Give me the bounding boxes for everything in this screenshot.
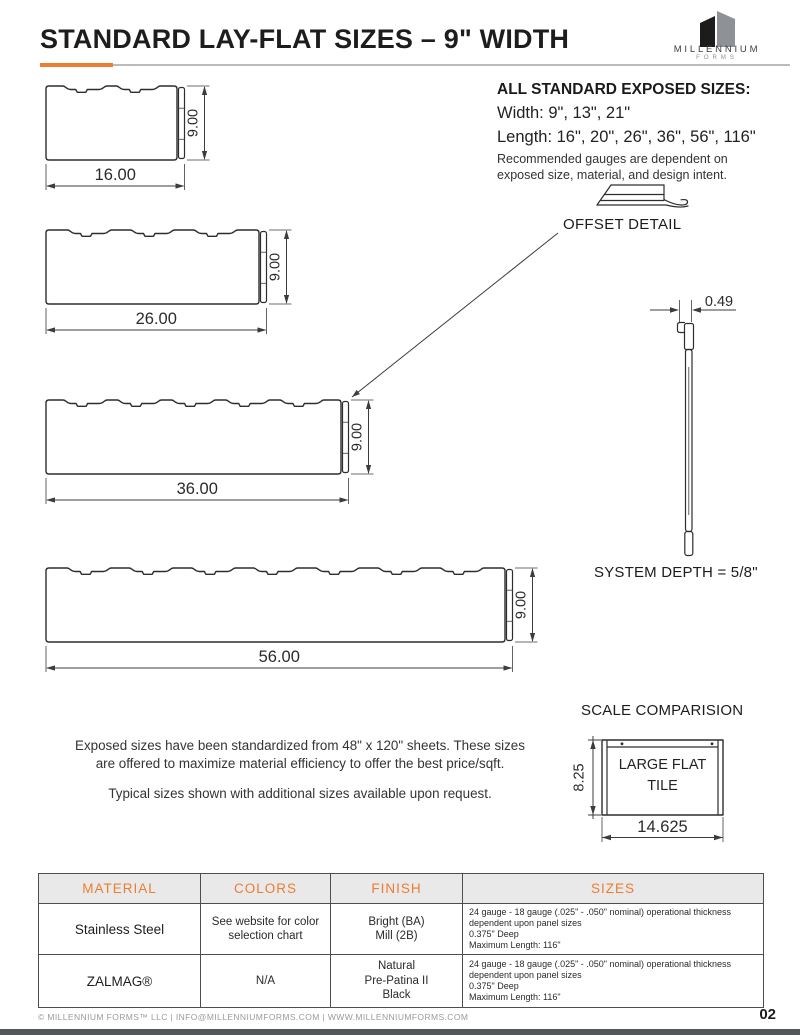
panel-height-dim-label: 9.00 <box>267 252 284 282</box>
panel-width-dim-label: 56.00 <box>258 648 300 666</box>
large-flat-tile-label: LARGE FLAT TILE <box>618 757 707 794</box>
tile-width-dim-label: 14.625 <box>637 818 688 836</box>
col-header-colors: COLORS <box>201 874 331 904</box>
panel-width-dim-label: 36.00 <box>176 480 218 498</box>
sizes-cell: 24 gauge - 18 gauge (.025" - .050" nominal) operational thickness dependent upon panel sizes 0.375" Deep Maximum Length: 116" <box>463 904 764 955</box>
system-depth-label: SYSTEM DEPTH = 5/8" <box>594 564 758 581</box>
colors-cell: N/A <box>201 955 331 1008</box>
exposed-sizes-heading: ALL STANDARD EXPOSED SIZES: <box>497 81 751 98</box>
panel-drawing-36 <box>46 400 374 504</box>
panel-height-dim-label: 9.00 <box>349 422 366 452</box>
panel-width-dim-label: 26.00 <box>135 310 177 328</box>
colors-cell: See website for color selection chart <box>201 904 331 955</box>
notes-paragraph: Exposed sizes have been standardized from 48" x 120" sheets. These sizes are offered to maximize material efficiency to offer the best price/sqft. Typical sizes shown with additional sizes available upon request. <box>75 738 525 801</box>
tile-drawing <box>572 736 724 842</box>
profile-width-dim-label: 0.49 <box>704 294 734 310</box>
finish-cell: Bright (BA) Mill (2B) <box>331 904 463 955</box>
logo-sub-text: FORMS <box>696 55 738 61</box>
panel-drawing-16 <box>46 86 210 190</box>
finish-cell: Natural Pre-Patina II Black <box>331 955 463 1008</box>
footer-copyright: © MILLENNIUM FORMS™ LLC | INFO@MILLENNIUMFORMS.COM | WWW.MILLENNIUMFORMS.COM <box>38 1012 469 1022</box>
footer-bar <box>0 1029 800 1035</box>
scale-comparison-heading: SCALE COMPARISION <box>581 702 744 719</box>
tile-height-dim-label: 8.25 <box>571 763 588 792</box>
page-title: STANDARD LAY-FLAT SIZES – 9" WIDTH <box>40 24 570 54</box>
panel-drawing-26 <box>46 230 292 334</box>
page-number: 02 <box>759 1006 776 1023</box>
table-row <box>39 904 764 955</box>
materials-table <box>38 873 764 1008</box>
panel-height-dim-label: 9.00 <box>513 590 530 620</box>
col-header-finish: FINISH <box>331 874 463 904</box>
accent-rule <box>40 63 113 67</box>
sizes-cell: 24 gauge - 18 gauge (.025" - .050" nominal) operational thickness dependent upon panel sizes 0.375" Deep Maximum Length: 116" <box>463 955 764 1008</box>
offset-detail-label: OFFSET DETAIL <box>563 216 682 233</box>
offset-leader-line <box>352 233 558 397</box>
col-header-sizes: SIZES <box>463 874 764 904</box>
logo-brand-text: MILLENNIUM <box>673 44 761 55</box>
table-row <box>39 955 764 1008</box>
length-sizes-line: Length: 16", 20", 26", 36", 56", 116" <box>497 128 756 146</box>
profile-drawing <box>650 294 736 556</box>
material-cell: ZALMAG® <box>39 955 201 1008</box>
offset-detail-drawing <box>597 185 688 207</box>
width-sizes-line: Width: 9", 13", 21" <box>497 104 631 122</box>
panel-drawing-56 <box>46 568 538 672</box>
gauge-note: Recommended gauges are dependent on exposed size, material, and design intent. <box>497 152 728 182</box>
table-header-row <box>39 874 764 904</box>
material-cell: Stainless Steel <box>39 904 201 955</box>
panel-height-dim-label: 9.00 <box>185 108 202 138</box>
col-header-material: MATERIAL <box>39 874 201 904</box>
panel-width-dim-label: 16.00 <box>94 166 136 184</box>
